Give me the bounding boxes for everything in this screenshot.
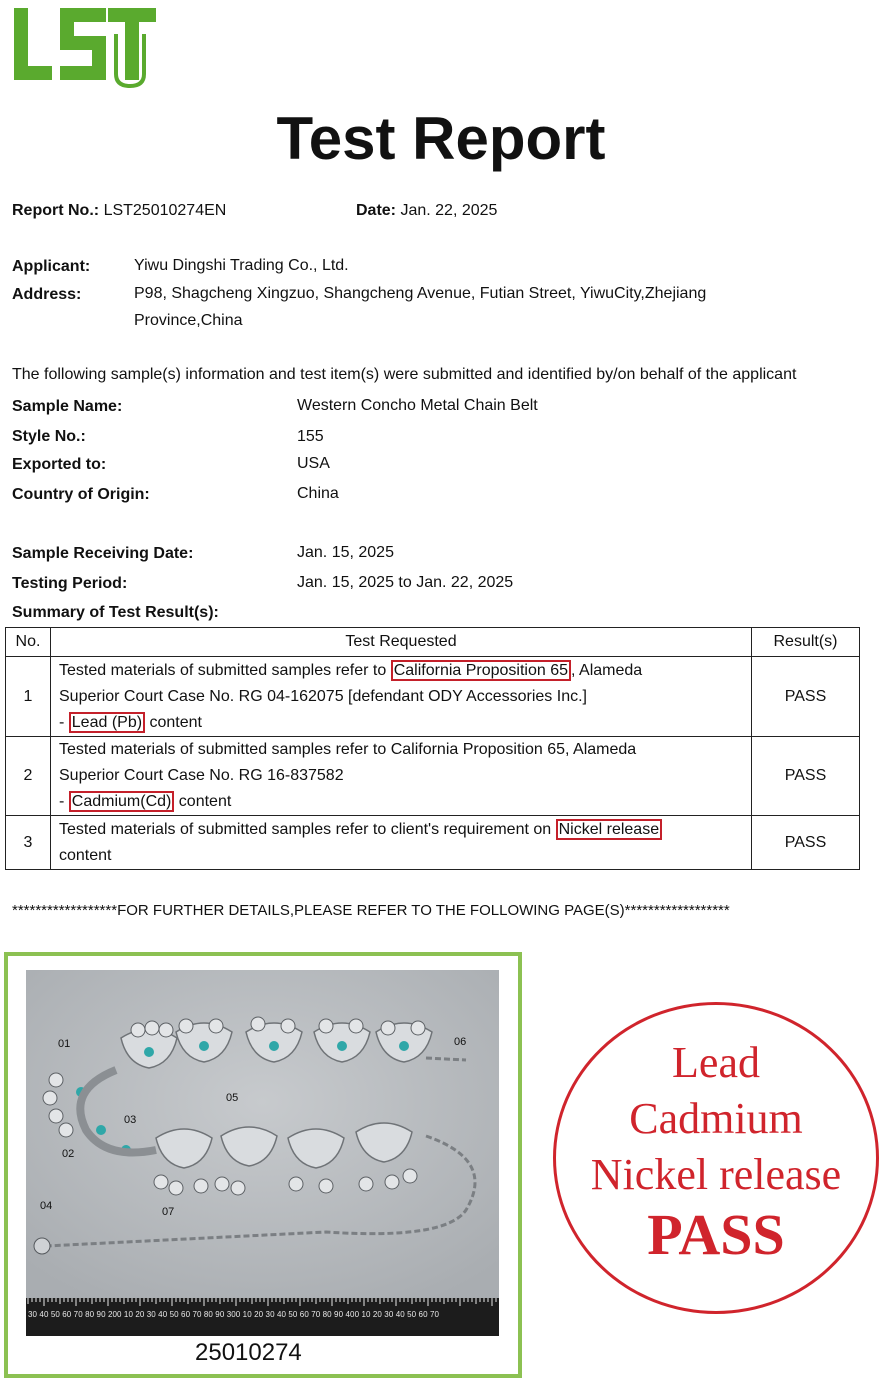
lst-logo-graphic — [12, 4, 158, 88]
table-row — [6, 657, 860, 737]
stamp-pass: PASS — [647, 1202, 785, 1267]
intro-text: The following sample(s) information and test item(s) were submitted and identified by/on behalf of the applicant — [12, 366, 797, 383]
stamp-nickel-release: Nickel release — [590, 1150, 842, 1199]
result-value: PASS — [752, 657, 860, 737]
receiving-date-value: Jan. 15, 2025 — [297, 544, 394, 561]
stamp-cadmium: Cadmium — [629, 1094, 803, 1143]
part-label-03: 03 — [124, 1114, 137, 1126]
highlight-box: California Proposition 65 — [391, 660, 571, 681]
stamp-lead: Lead — [672, 1038, 760, 1087]
origin-value: China — [297, 485, 339, 502]
test-description: Tested materials of submitted samples refer to California Proposition 65, Alameda Superior Court Case No. RG 16-837582 - Cadmium(Cd) content — [51, 737, 752, 816]
address-line-2: Province,China — [134, 312, 243, 329]
receiving-date-label: Sample Receiving Date: — [12, 545, 194, 562]
header-result: Result(s) — [752, 628, 860, 657]
applicant-label: Applicant: — [12, 258, 91, 275]
part-label-05: 05 — [226, 1092, 239, 1104]
applicant-value: Yiwu Dingshi Trading Co., Ltd. — [134, 257, 349, 274]
address-label: Address: — [12, 286, 82, 303]
summary-label: Summary of Test Result(s): — [12, 604, 219, 621]
test-description: Tested materials of submitted samples refer to California Proposition 65 , Alameda Superior Court Case No. RG 04-162075 [defendant ODY Accessories Inc.] - Lead (Pb) content — [51, 657, 752, 737]
row-number: 2 — [6, 737, 51, 816]
photo-caption: 25010274 — [195, 1339, 302, 1366]
origin-label: Country of Origin: — [12, 486, 150, 503]
ruler-numbers: 30 40 50 60 70 80 90 200 10 20 30 40 50 60 70 80 90 300 10 20 30 40 50 60 70 80 90 400 10 20 30 40 50 60 70 — [28, 1310, 440, 1319]
highlight-box: Nickel release — [556, 819, 662, 840]
testing-period-value: Jan. 15, 2025 to Jan. 22, 2025 — [297, 574, 514, 591]
lst-logo — [12, 4, 158, 88]
exported-label: Exported to: — [12, 456, 107, 473]
pass-stamp — [553, 1002, 879, 1314]
test-description: Tested materials of submitted samples refer to client's requirement on Nickel release content — [51, 816, 752, 870]
sample-name-value: Western Concho Metal Chain Belt — [297, 397, 538, 414]
style-no-label: Style No.: — [12, 428, 86, 445]
testing-period-label: Testing Period: — [12, 575, 128, 592]
result-value: PASS — [752, 816, 860, 870]
highlight-box: Cadmium(Cd) — [69, 791, 175, 812]
table-header-row — [6, 628, 860, 657]
table-row — [6, 816, 860, 870]
header-test: Test Requested — [51, 628, 752, 657]
page-title: Test Report — [276, 105, 606, 172]
footer-note: ******************FOR FURTHER DETAILS,PLEASE REFER TO THE FOLLOWING PAGE(S)****************** — [12, 902, 730, 919]
result-value: PASS — [752, 737, 860, 816]
highlight-box: Lead (Pb) — [69, 712, 145, 733]
row-number: 1 — [6, 657, 51, 737]
part-label-04: 04 — [40, 1200, 53, 1212]
row-number: 3 — [6, 816, 51, 870]
exported-value: USA — [297, 455, 330, 472]
measuring-ruler — [26, 1298, 499, 1336]
header-no: No. — [6, 628, 51, 657]
report-date: Date: Jan. 22, 2025 — [356, 202, 498, 219]
sample-photo — [26, 970, 499, 1336]
report-number: Report No.: LST25010274EN — [12, 202, 227, 219]
part-label-06: 06 — [454, 1036, 467, 1048]
table-row — [6, 737, 860, 816]
belt-illustration — [26, 970, 499, 1300]
part-label-01: 01 — [58, 1038, 71, 1050]
part-label-07: 07 — [162, 1206, 175, 1218]
sample-name-label: Sample Name: — [12, 398, 123, 415]
results-table — [5, 627, 860, 870]
style-no-value: 155 — [297, 428, 324, 445]
part-label-02: 02 — [62, 1148, 75, 1160]
address-line-1: P98, Shagcheng Xingzuo, Shangcheng Avenue, Futian Street, YiwuCity,Zhejiang — [134, 285, 707, 302]
